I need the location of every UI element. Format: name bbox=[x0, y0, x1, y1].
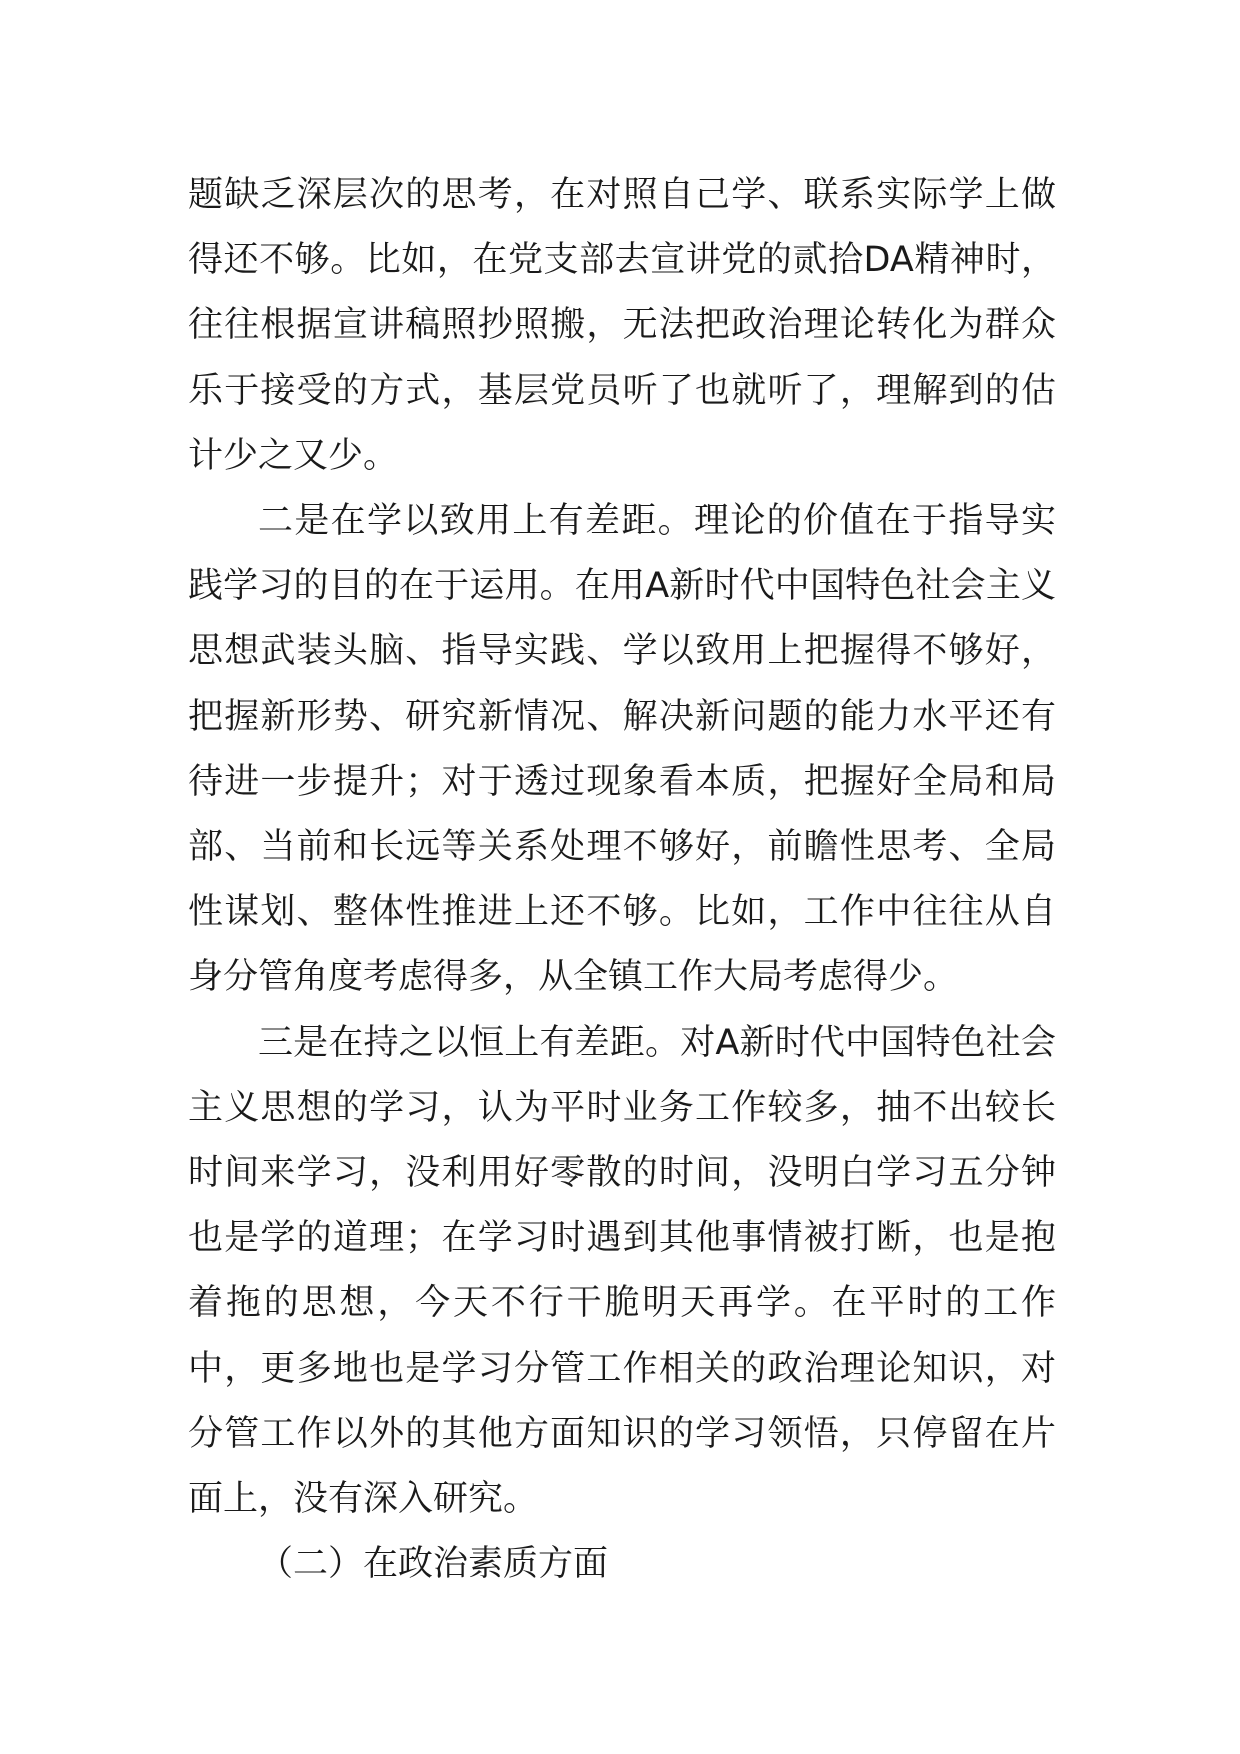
section-heading: （二）在政治素质方面 bbox=[258, 1544, 609, 1585]
body-text bbox=[188, 163, 1056, 1597]
paragraph-point-two: 二是在学以致用上有差距。理论的价值在于指导实践学习的目的在于运用。在用A新时代中国特色社会主义思想武装头脑、指导实践、学以致用上把握得不够好，把握新形势、研究新情况、解决新问题的能力水平还有待进一步提升；对于透过现象看本质，把握好全局和局部、当前和长远等关系处理不够好，前瞻性思考、全局性谋划、整体性推进上还不够。比如，工作中往往从自身分管角度考虑得多，从全镇工作大局考虑得少。 bbox=[188, 501, 1056, 998]
paragraph-point-three: 三是在持之以恒上有差距。对A新时代中国特色社会主义思想的学习，认为平时业务工作较多，抽不出较长时间来学习，没利用好零散的时间，没明白学习五分钟也是学的道理；在学习时遇到其他事情被打断，也是抱着拖的思想，今天不行干脆明天再学。在平时的工作中，更多地也是学习分管工作相关的政治理论知识，对分管工作以外的其他方面知识的学习领悟，只停留在片面上，没有深入研究。 bbox=[188, 1022, 1056, 1520]
paragraph-continuation: 题缺乏深层次的思考，在对照自己学、联系实际学上做得还不够。比如，在党支部去宣讲党的贰拾DA精神时，往往根据宣讲稿照抄照搬，无法把政治理论转化为群众乐于接受的方式，基层党员听了也就听了，理解到的估计少之又少。 bbox=[188, 175, 1056, 476]
